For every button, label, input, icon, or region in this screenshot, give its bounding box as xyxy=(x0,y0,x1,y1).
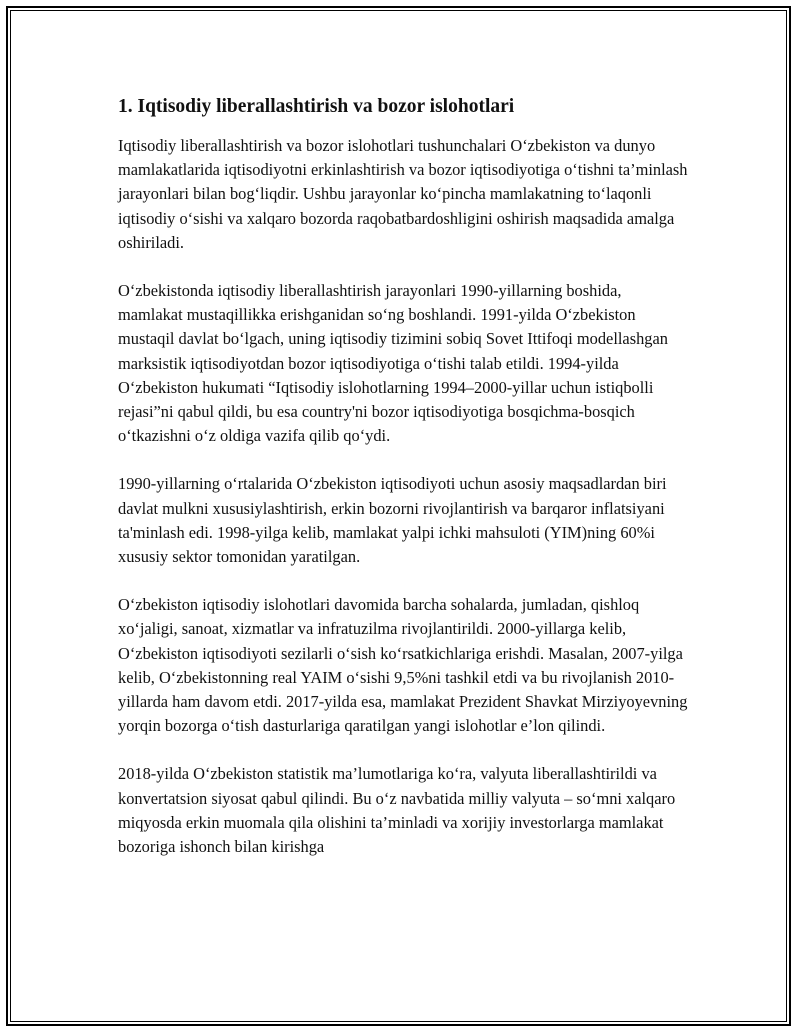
paragraph-2: O‘zbekistonda iqtisodiy liberallashtirish jarayonlari 1990-yillarning boshida, mamlakat mustaqillikka erishganidan so‘ng boshlandi. 1991-yilda O‘zbekiston mustaqil davlat bo‘lgach, uning iqtisodiy tizimini sobiq Sovet Ittifoqi modellashgan marksistik iqtisodiyotdan bozor iqtisodiyotiga o‘tishi talab etildi. 1994-yilda O‘zbekiston hukumati “Iqtisodiy islohotlarning 1994–2000-yillar uchun istiqbolli rejasi”ni qabul qildi, bu esa country'ni bozor iqtisodiyotiga bosqichma-bosqich o‘tkazishni o‘z oldiga vazifa qilib qo‘ydi. xyxy=(118,281,668,446)
section-heading: 1. Iqtisodiy liberallashtirish va bozor islohotlari xyxy=(118,96,515,117)
paragraph-1: Iqtisodiy liberallashtirish va bozor islohotlari tushunchalari O‘zbekiston va dunyo mamlakatlarida iqtisodiyotni erkinlashtirish va bozor iqtisodiyotiga o‘tishni ta’minlash jarayonlari bilan bog‘liqdir. Ushbu jarayonlar ko‘pincha mamlakatning to‘laqonli iqtisodiy o‘sishi va xalqaro bozorda raqobatbardoshligini oshirish maqsadida amalga oshiriladi. xyxy=(118,136,688,252)
paragraph-4: O‘zbekiston iqtisodiy islohotlari davomida barcha sohalarda, jumladan, qishloq xo‘jaligi, sanoat, xizmatlar va infratuzilma rivojlantirildi. 2000-yillarga kelib, O‘zbekiston iqtisodiyoti sezilarli o‘sish ko‘rsatkichlariga erishdi. Masalan, 2007-yilga kelib, O‘zbekistonning real YAIM o‘sishi 9,5%ni tashkil etdi va bu rivojlanish 2010-yillarda ham davom etdi. 2017-yilda esa, mamlakat Prezident Shavkat Mirziyoyevning yorqin bozorga o‘tish dasturlariga qaratilgan yangi islohotlar e’lon qilindi. xyxy=(118,595,688,736)
document-body xyxy=(118,94,688,883)
paragraph-5: 2018-yilda O‘zbekiston statistik ma’lumotlariga ko‘ra, valyuta liberallashtirildi va konvertatsion siyosat qabul qilindi. Bu o‘z navbatida milliy valyuta – so‘mni xalqaro miqyosda erkin muomala qila olishini ta’minladi va xorijiy investorlarga mamlakat bozoriga ishonch bilan kirishga xyxy=(118,764,676,857)
paragraph-3: 1990-yillarning o‘rtalarida O‘zbekiston iqtisodiyoti uchun asosiy maqsadlardan biri davlat mulkni xususiylashtirish, erkin bozorni rivojlantirish va barqaror inflatsiyani ta'minlash edi. 1998-yilga kelib, mamlakat yalpi ichki mahsuloti (YIM)ning 60%i xususiy sektor tomonidan yaratilgan. xyxy=(118,474,667,567)
